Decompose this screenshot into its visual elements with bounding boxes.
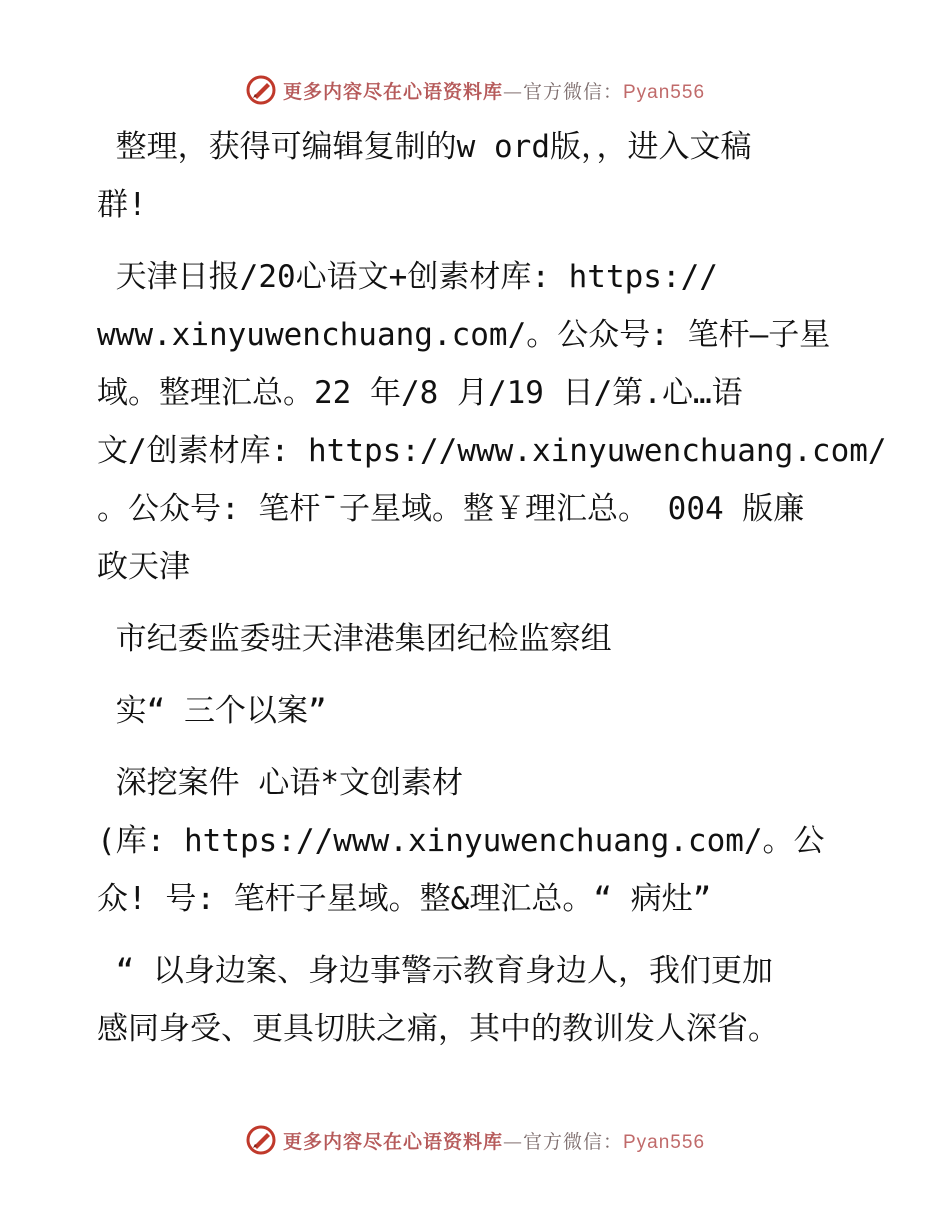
header-banner-text	[283, 77, 705, 104]
text-line: 深挖案件 心语*文创素材	[97, 765, 463, 801]
banner-dash: —	[502, 80, 523, 103]
paragraph-5	[97, 754, 857, 928]
document-body	[97, 118, 887, 1058]
paragraph-6	[97, 942, 857, 1058]
footer-banner-text	[283, 1127, 705, 1154]
text-line: (库: https://www.xinyuwenchuang.com/。公	[97, 823, 825, 859]
banner-dash: —	[502, 1130, 523, 1153]
header-banner	[0, 70, 950, 110]
text-line: 群!	[97, 187, 147, 223]
banner-official-label: 官方微信：	[522, 80, 623, 103]
pen-logo-icon	[245, 74, 277, 106]
banner-main-text: 更多内容尽在心语资料库	[282, 80, 503, 103]
paragraph-3	[97, 610, 857, 668]
paragraph-4	[97, 682, 857, 740]
paragraph-2	[97, 248, 887, 596]
text-line: 感同身受、更具切肤之痛，其中的教训发人深省。	[97, 1011, 779, 1047]
text-line: 实“ 三个以案”	[97, 693, 327, 729]
text-line: 众! 号: 笔杆子星域。整&理汇总。“ 病灶”	[97, 881, 712, 917]
text-line: 文/创素材库: https://www.xinyuwenchuang.com/	[97, 433, 887, 469]
banner-main-text: 更多内容尽在心语资料库	[282, 1130, 503, 1153]
banner-official-label: 官方微信：	[522, 1130, 623, 1153]
text-line: 。公众号: 笔杆¯子星域。整￥理汇总。 004 版廉	[97, 491, 805, 527]
paragraph-1	[97, 118, 857, 234]
banner-wechat-id: Pyan556	[623, 1131, 706, 1153]
text-line: www.xinyuwenchuang.com/。公众号: 笔杆—子星	[97, 317, 831, 353]
text-line: 政天津	[97, 549, 190, 585]
text-line: 域。整理汇总。22 年/8 月/19 日/第.心…语	[97, 375, 743, 411]
text-line: 市纪委监委驻天津港集团纪检监察组	[97, 621, 612, 657]
text-line: 整理，获得可编辑复制的w ord版，，进入文稿	[97, 129, 752, 165]
banner-wechat-id: Pyan556	[623, 81, 706, 103]
text-line: “ 以身边案、身边事警示教育身边人，我们更加	[97, 953, 773, 989]
text-line: 天津日报/20心语文+创素材库: https://	[97, 259, 718, 295]
footer-banner	[0, 1120, 950, 1160]
pen-logo-icon	[245, 1124, 277, 1156]
